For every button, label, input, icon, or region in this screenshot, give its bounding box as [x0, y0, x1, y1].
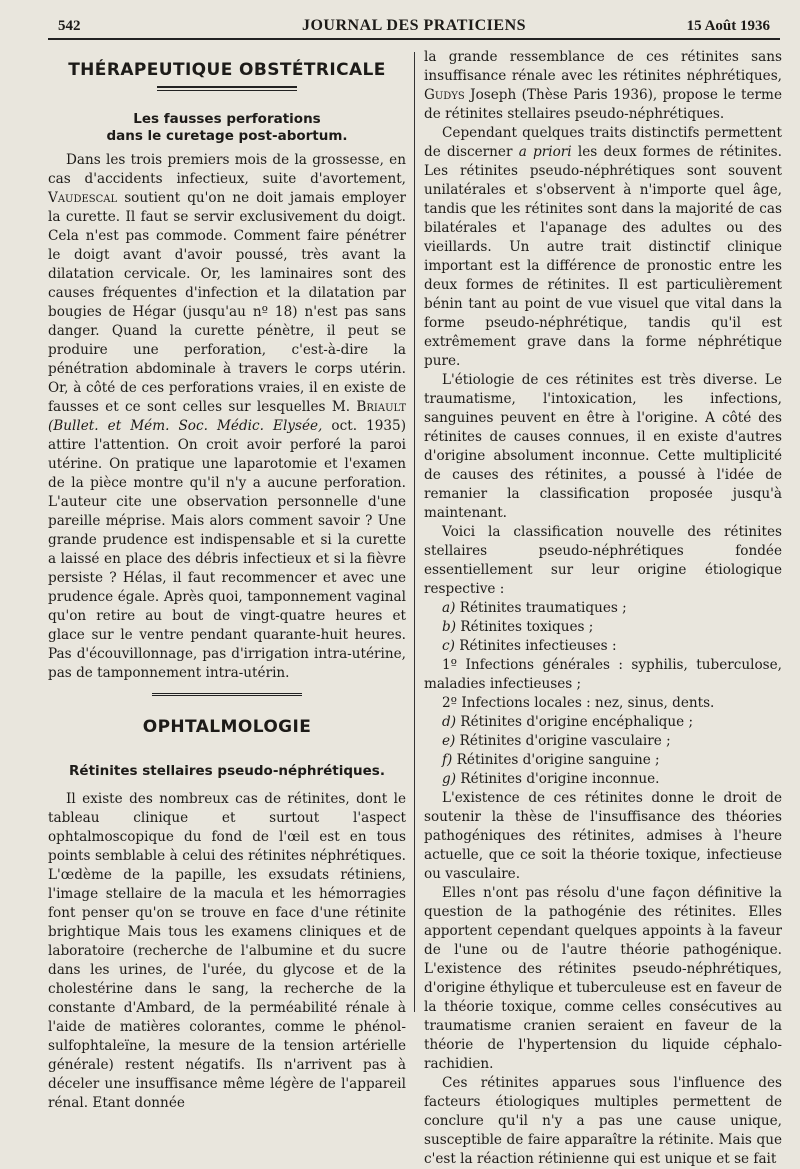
- page-number: 542: [58, 18, 81, 34]
- section-title-ophtalmologie: OPHTALMOLOGIE: [142, 717, 312, 737]
- article-title-retinites: Rétinites stellaires pseudo-néphrétiques.: [69, 763, 385, 779]
- article-paragraph: [48, 151, 406, 683]
- article-paragraph: [424, 48, 782, 124]
- article-paragraph: Ces rétinites apparues sous l'influence des facteurs étiologiques multiples permettent de conclure qu'il n'y a pas une cause unique, susceptible de faire apparaître la rétinite. Mais que c'est la réaction rétinienne qui est unique et se fait: [424, 1075, 782, 1167]
- list-subitem: 1º Infections générales : syphilis, tuberculose, maladies infectieuses ;: [424, 657, 782, 692]
- list-text: Rétinites traumatiques ;: [455, 600, 627, 616]
- list-item: [442, 713, 782, 732]
- author-name: Briault: [356, 399, 406, 415]
- article-title-line2: dans le curetage post-abortum.: [106, 128, 348, 144]
- list-item: [442, 751, 782, 770]
- article-paragraph: [424, 124, 782, 371]
- column-divider: [414, 52, 415, 1012]
- list-text: Rétinites d'origine sanguine ;: [452, 752, 660, 768]
- list-text: Rétinites infectieuses :: [454, 638, 617, 654]
- text-run: oct. 1935) attire l'attention. On croit avoir perforé la paroi utérine. On pratique une laparotomie et l'examen de la pièce montre qu'il n'y a aucune perforation. L'auteur cite une observation personnelle d'une pareille méprise. Mais alors comment savoir ? Une grande prudence est indispensable et si la curette a laissé en place des débris infectieux et si la fièvre persiste ? Hélas, il faut recommencer et avec une prudence égale. Après quoi, tamponnement vaginal qu'on retire au bout de vingt-quatre heures et glace sur le ventre pendant quarante-huit heures. Pas d'écouvillonnage, pas d'irrigation intra-utérine, pas de tamponnement intra-utérin.: [48, 418, 406, 681]
- list-item: [442, 770, 782, 789]
- list-item: [442, 637, 782, 656]
- list-letter: e): [442, 733, 456, 749]
- text-run: Joseph (Thèse Paris 1936), propose le terme de rétinites stellaires pseudo-néphrétiques.: [424, 87, 782, 122]
- author-name: Vaudescal: [48, 190, 118, 206]
- list-letter: a): [442, 600, 456, 616]
- list-letter: d): [442, 714, 457, 730]
- issue-date: 15 Août 1936: [686, 18, 770, 34]
- article-title-fausses-perforations: [48, 111, 406, 145]
- page-header: [48, 12, 780, 40]
- right-column: [424, 48, 782, 1169]
- classification-list: [424, 599, 782, 656]
- section-underline: [157, 86, 297, 91]
- list-item: [442, 732, 782, 751]
- emphasis: a priori: [518, 144, 572, 160]
- list-letter: g): [442, 771, 457, 787]
- reference: (Bullet. et Mém. Soc. Médic. Elysée,: [48, 418, 323, 434]
- list-text: Rétinites d'origine inconnue.: [456, 771, 660, 787]
- article-paragraph: Voici la classification nouvelle des rétinites stellaires pseudo-néphrétiques fondée essentiellement sur leur origine étiologique respective :: [424, 524, 782, 597]
- author-name: Gudys: [424, 87, 465, 103]
- text-run: les deux formes de rétinites. Les rétinites pseudo-néphrétiques sont souvent unilatérales et s'observent à n'importe quel âge, tandis que les rétinites sont dans la majorité de cas bilatérales et l'apanage des adultes ou des vieillards. Un autre trait distinctif clinique important est la différence de pronostic entre les deux formes de rétinites. Il est particulièrement bénin tant au point de vue visuel que vital dans la forme pseudo-néphrétique, tandis qu'il est extrêmement grave dans la forme néphrétique pure.: [424, 144, 782, 369]
- list-text: Rétinites d'origine vasculaire ;: [455, 733, 671, 749]
- list-item: [442, 599, 782, 618]
- list-subitem: 2º Infections locales : nez, sinus, dents.: [442, 695, 715, 711]
- text-run: Dans les trois premiers mois de la grossesse, en cas d'accidents infectieux, suite d'avortement,: [48, 152, 406, 187]
- text-run: la grande ressemblance de ces rétinites sans insuffisance rénale avec les rétinites néphrétiques,: [424, 49, 782, 84]
- list-letter: c): [442, 638, 455, 654]
- article-paragraph: Elles n'ont pas résolu d'une façon définitive la question de la pathogénie des rétinites. Elles apportent cependant quelques appoints à la faveur de l'une ou de l'autre théorie pathogénique. L'existence des rétinites pseudo-néphrétiques, d'origine éthylique et tuberculeuse est en faveur de la théorie toxique, comme celles consécutives au traumatisme cranien seraient en faveur de la théorie de l'hypertension du liquide céphalo-rachidien.: [424, 885, 782, 1072]
- article-paragraph: L'existence de ces rétinites donne le droit de soutenir la thèse de l'insuffisance des théories pathogéniques des rétinites, admises à l'heure actuelle, que ce soit la théorie toxique, infectieuse ou vasculaire.: [424, 790, 782, 882]
- article-paragraph: L'étiologie de ces rétinites est très diverse. Le traumatisme, l'intoxication, les infections, sanguines peuvent en être à l'origine. A côté des rétinites de causes connues, il en existe d'autres d'origine absolument inconnue. Cette multiplicité de causes des rétinites, a poussé à l'idée de remanier la classification proposée jusqu'à maintenant.: [424, 372, 782, 521]
- list-text: Rétinites toxiques ;: [456, 619, 594, 635]
- text-run: soutient qu'on ne doit jamais employer la curette. Il faut se servir exclusivement du doigt. Cela n'est pas commode. Comment faire pénétrer le doigt avant d'avoir poussé, très avant la dilatation cervicale. Or, les laminaires sont des causes fréquentes d'infection et la dilatation par bougies de Hégar (jusqu'au nº 18) n'est pas sans danger. Quand la curette pénètre, il peut se produire une perforation, c'est-à-dire la pénétration abdominale à travers le corps utérin. Or, à côté de ces perforations vraies, il en existe de fausses et ce sont celles sur lesquelles M.: [48, 190, 406, 415]
- article-title-line1: Les fausses perforations: [133, 111, 321, 127]
- list-text: Rétinites d'origine encéphalique ;: [456, 714, 694, 730]
- journal-title: JOURNAL DES PRATICIENS: [301, 17, 527, 34]
- list-item: [442, 618, 782, 637]
- left-column: [48, 48, 406, 1113]
- text-run: Cependant quelques traits distinctifs permettent de discerner: [424, 125, 782, 160]
- list-letter: f): [442, 752, 453, 768]
- article-paragraph: Il existe des nombreux cas de rétinites, dont le tableau clinique et surtout l'aspect ophtalmoscopique du fond de l'œil est en tous points semblable à celui des rétinites néphrétiques. L'œdème de la papille, les exsudats rétiniens, l'image stellaire de la macula et les hémorragies font penser qu'on se trouve en face d'une rétinite brightique Mais tous les examens cliniques et de laboratoire (recherche de l'albumine et du sucre dans les urines, de l'urée, du glycose et de la cholestérine dans le sang, la recherche de la constante d'Ambard, de la perméabilité rénale à l'aide de matières colorantes, comme le phénol-sulfophtaleïne, la mesure de la tension artérielle générale) restent négatifs. Ils n'arrivent pas à déceler une insuffisance même légère de l'appareil rénal. Etant donnée: [48, 791, 406, 1111]
- separator-rule: [152, 693, 302, 699]
- list-letter: b): [442, 619, 457, 635]
- classification-list-continued: [424, 713, 782, 789]
- section-title-therapeutique: THÉRAPEUTIQUE OBSTÉTRICALE: [68, 60, 386, 80]
